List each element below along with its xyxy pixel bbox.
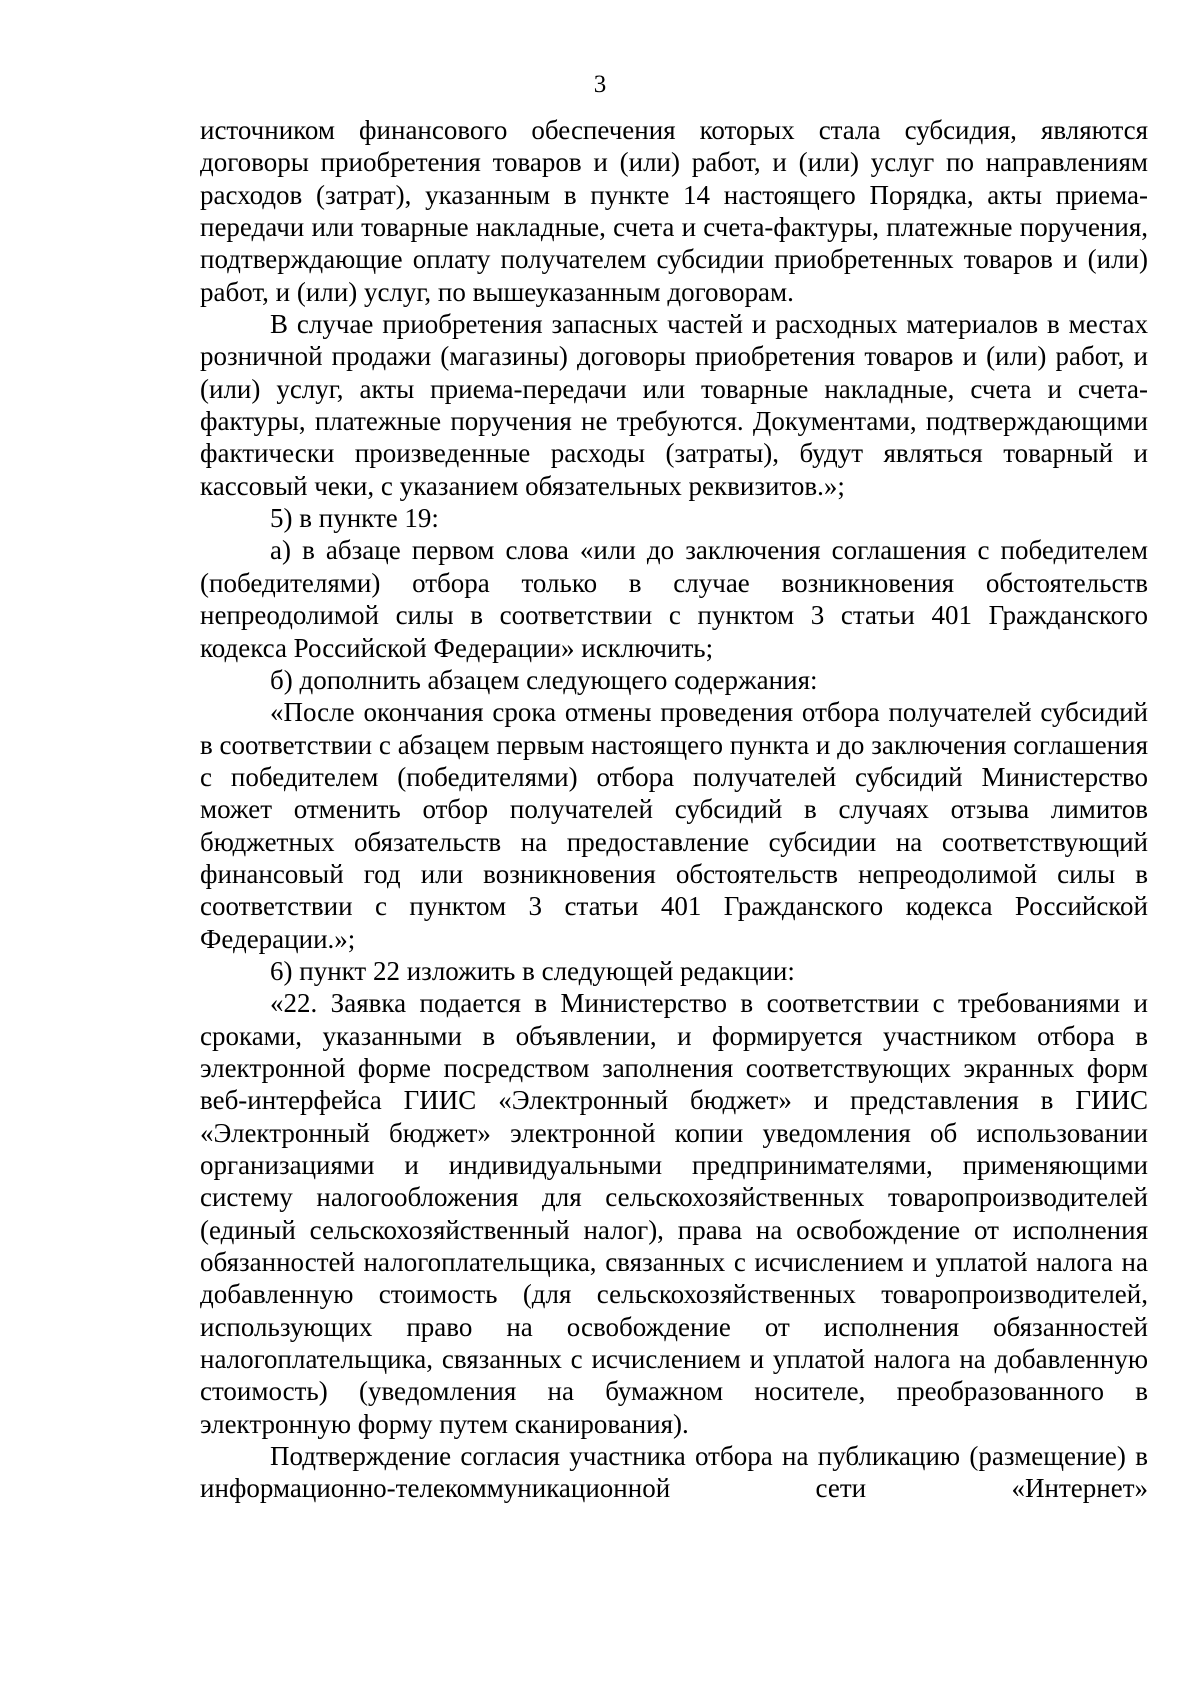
paragraph-subitem-a: а) в абзаце первом слова «или до заключения соглашения с победителем (победителями) отбора только в случае возникновения обстоятельств непреодолимой силы в соответствии с пунктом 3 статьи 401 Гражданского кодекса Российской Федерации» исключить; xyxy=(200,535,1148,663)
paragraph-subitem-b: б) дополнить абзацем следующего содержания: xyxy=(270,664,818,695)
paragraph-supporting-documents: источником финансового обеспечения которых стала субсидия, являются договоры приобретения товаров и (или) работ, и (или) услуг по направлениям расходов (затрат), указанным в пункте 14 настоящего Порядка, акты приема-передачи или товарные накладные, счета и счета-фактуры, платежные поручения, подтверждающие оплату получателем субсидии приобретенных товаров и (или) работ, и (или) услуг, по вышеуказанным договорам. xyxy=(200,115,1148,307)
paragraph-point-22: «22. Заявка подается в Министерство в соответствии с требованиями и сроками, указанными в объявлении, и формируется участником отбора в электронной форме посредством заполнения соответствующих экранных форм веб-интерфейса ГИИС «Электронный бюджет» и представления в ГИИС «Электронный бюджет» электронной копии уведомления об использовании организациями и индивидуальными предпринимателями, применяющими систему налогообложения для сельскохозяйственных товаропроизводителей (единый сельскохозяйственный налог), права на освобождение от исполнения обязанностей налогоплательщика, связанных с исчислением и уплатой налога на добавленную стоимость (для сельскохозяйственных товаропроизводителей, использующих право на освобождение от исполнения обязанностей налогоплательщика, связанных с исчислением и уплатой налога на добавленную стоимость) (уведомления на бумажном носителе, преобразованного в электронную форму путем сканирования). xyxy=(200,988,1148,1439)
paragraph-item-5: 5) в пункте 19: xyxy=(270,503,439,534)
page-number: 3 xyxy=(593,71,607,98)
paragraph-item-6: 6) пункт 22 изложить в следующей редакции: xyxy=(270,955,795,986)
paragraph-retail-purchase: В случае приобретения запасных частей и расходных материалов в местах розничной продажи (магазины) договоры приобретения товаров и (или) работ, и (или) услуг, акты приема-передачи или товарные накладные, счета и счета-фактуры, платежные поручения не требуются. Документами, подтверждающими фактически произведенные расходы (затраты), будут являться товарный и кассовый чеки, с указанием обязательных реквизитов.»; xyxy=(200,309,1148,501)
paragraph-consent-publication: Подтверждение согласия участника отбора на публикацию (размещение) в информационно-телекоммуникационной сети «Интернет» xyxy=(200,1441,1148,1504)
document-body xyxy=(200,114,1148,1505)
paragraph-new-abzac-quote: «После окончания срока отмены проведения отбора получателей субсидий в соответствии с абзацем первым настоящего пункта и до заключения соглашения с победителем (победителями) отбора получателей субсидий Министерство может отменить отбор получателей субсидий в случаях отзыва лимитов бюджетных обязательств на предоставление субсидии на соответствующий финансовый год или возникновения обстоятельств непреодолимой силы в соответствии с пунктом 3 статьи 401 Гражданского кодекса Российской Федерации.»; xyxy=(200,697,1148,954)
